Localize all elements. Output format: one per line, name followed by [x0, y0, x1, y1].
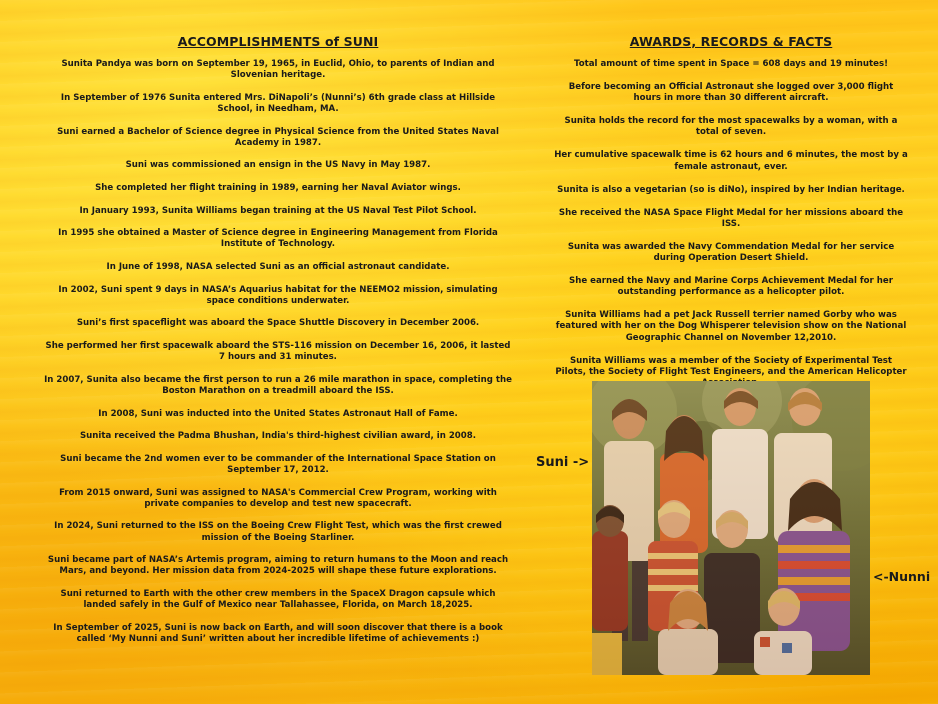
accomplishment-item: Suni returned to Earth with the other crew members in the SpaceX Dragon capsule which landed safely in the Gulf of Mexico near Tallahassee, Florida, on March 18,2025. [60, 588, 496, 611]
accomplishment-item: In 2008, Suni was inducted into the United States Astronaut Hall of Fame. [98, 408, 458, 419]
class-photo-illustration [592, 381, 870, 675]
award-item: Her cumulative spacewalk time is 62 hours and 6 minutes, the most by a female astronaut, ever. [554, 150, 908, 172]
award-item: Sunita was awarded the Navy Commendation Medal for her service during Operation Desert Shield. [567, 241, 895, 264]
award-item: Total amount of time spent in Space = 608 days and 19 minutes! [574, 59, 888, 69]
nunni-pointer-label: <-Nunni [873, 569, 931, 584]
accomplishment-item: In January 1993, Sunita Williams began training at the US Naval Test Pilot School. [79, 205, 477, 216]
accomplishment-item: In 2007, Sunita also became the first person to run a 26 mile marathon in space, completing the Boston Marathon on a treadmill aboard the ISS. [44, 374, 512, 396]
accomplishment-item: Suni earned a Bachelor of Science degree in Physical Science from the United States Naval Academy in 1987. [57, 126, 499, 148]
accomplishment-item: In 2002, Suni spent 9 days in NASA’s Aquarius habitat for the NEEMO2 mission, simulating space conditions underwater. [58, 284, 498, 306]
accomplishment-item: She performed her first spacewalk aboard the STS-116 mission on December 16, 2006, it lasted 7 hours and 31 minutes. [45, 340, 511, 363]
accomplishment-item: In June of 1998, NASA selected Suni as an official astronaut candidate. [106, 261, 450, 272]
accomplishment-item: Sunita received the Padma Bhushan, India's third-highest civilian award, in 2008. [79, 431, 477, 442]
accomplishment-item: From 2015 onward, Suni was assigned to NASA's Commercial Crew Program, working with private companies to develop and test new spacecraft. [59, 487, 497, 509]
accomplishment-item: In 2024, Suni returned to the ISS on the Boeing Crew Flight Test, which was the first crewed mission of the Boeing Starliner. [54, 521, 502, 543]
award-item: She received the NASA Space Flight Medal for her missions aboard the ISS. [558, 207, 904, 229]
award-item: Sunita is also a vegetarian (so is diNo), inspired by her Indian heritage. [557, 184, 905, 195]
accomplishments-list [34, 59, 522, 645]
accomplishment-item: Sunita Pandya was born on September 19, 1965, in Euclid, Ohio, to parents of Indian and Slovenian heritage. [61, 59, 495, 81]
suni-pointer-label: Suni -> [536, 455, 590, 470]
accomplishment-item: Suni was commissioned an ensign in the US Navy in May 1987. [125, 160, 431, 171]
accomplishments-column [34, 34, 522, 657]
award-item: Before becoming an Official Astronaut she logged over 3,000 flight hours in more than 30 different aircraft. [568, 82, 894, 104]
class-photo [592, 381, 870, 675]
award-item: She earned the Navy and Marine Corps Achievement Medal for her outstanding performance as a helicopter pilot. [569, 276, 893, 298]
accomplishment-item: In September of 2025, Suni is now back on Earth, and will soon discover that there is a book called ‘My Nunni and Suni’ written about her incredible lifetime of achievements :) [53, 622, 503, 644]
accomplishment-item: Suni became the 2nd women ever to be commander of the International Space Station on September 17, 2012. [60, 453, 496, 475]
awards-column [544, 34, 918, 401]
award-item: Sunita holds the record for the most spacewalks by a woman, with a total of seven. [564, 116, 898, 138]
accomplishment-item: Suni became part of NASA’s Artemis program, aiming to return humans to the Moon and reach Mars, and beyond. Her mission data from 2024-2025 will shape these future explorations. [47, 555, 509, 577]
award-item: Sunita Williams was a member of the Society of Experimental Test Pilots, the Society of Flight Test Engineers, and the American Helicopter [555, 355, 907, 377]
award-item: Sunita Williams had a pet Jack Russell terrier named Gorby who was featured with her on the Dog Whisperer television show on the National Geographic Channel on November 12,2010. [555, 310, 907, 343]
accomplishments-heading: ACCOMPLISHMENTS of SUNI [177, 34, 379, 49]
accomplishment-item: In 1995 she obtained a Master of Science degree in Engineering Management from Florida Institute of Technology. [58, 228, 498, 250]
accomplishment-item: She completed her flight training in 1989, earning her Naval Aviator wings. [95, 182, 461, 193]
awards-list [544, 59, 918, 389]
accomplishment-item: Suni’s first spaceflight was aboard the Space Shuttle Discovery in December 2006. [76, 318, 480, 329]
accomplishment-item: In September of 1976 Sunita entered Mrs. DiNapoli’s (Nunni’s) 6th grade class at Hillside School, in Needham, MA. [60, 92, 496, 114]
awards-heading: AWARDS, RECORDS & FACTS [629, 34, 833, 49]
